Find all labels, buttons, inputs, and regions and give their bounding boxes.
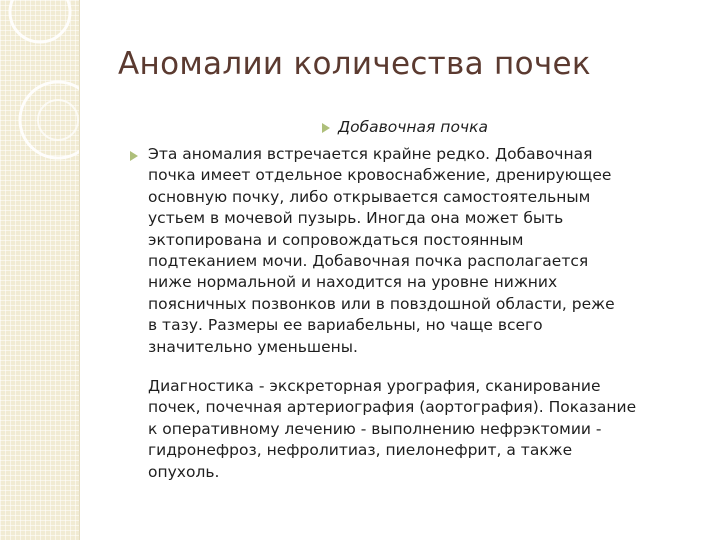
subheading: Добавочная почка	[338, 118, 488, 136]
slide-title: Аномалии количества почек	[118, 46, 591, 82]
decorative-circles	[0, 0, 79, 540]
decorative-sidebar	[0, 0, 80, 540]
description-paragraph: Эта аномалия встречается крайне редко. Добавочная почка имеет отдельное кровоснабжение, дренирующее основную почку, либо открывается самостоятельным устьем в мочевой пузырь. Иногда она может быть эктопирована и сопровождаться постоянным подтеканием мочи. Добавочная почка располагается ниже нормальной и находится на уровне нижних поясничных позвонков или в повздошной области, реже в тазу. Размеры ее вариабельны, но чаще всего значительно уменьшены.	[148, 145, 615, 356]
bullet-icon	[130, 151, 138, 161]
diagnostics-paragraph: Диагностика - экскреторная урография, сканирование почек, почечная артериография (аортография). Показание к оперативному лечению - выполнению нефрэктомии - гидронефроз, нефролитиаз, пиелонефрит, а также опухоль.	[148, 377, 637, 481]
bullet-icon	[322, 123, 330, 133]
